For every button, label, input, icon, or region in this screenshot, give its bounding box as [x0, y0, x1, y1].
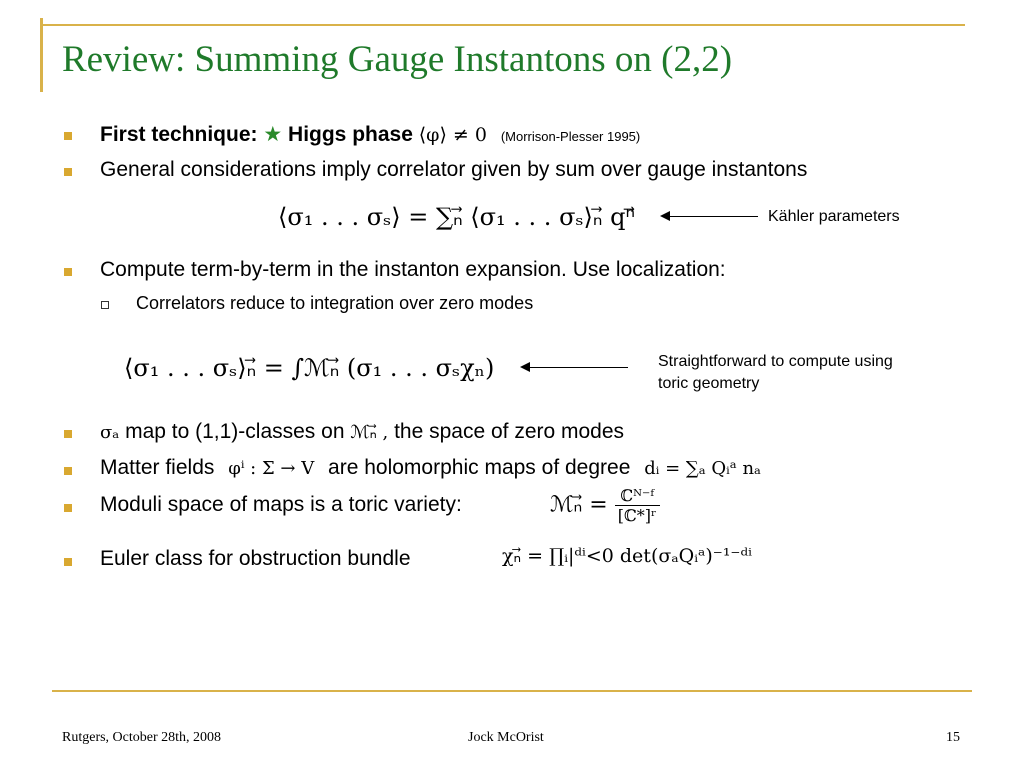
toric-note-line-2: toric geometry [658, 375, 760, 392]
bullet-marker [64, 430, 72, 438]
bullet-general-considerations: General considerations imply correlator given by sum over gauge instantons [100, 158, 808, 181]
footer-divider [52, 690, 972, 692]
slide-title: Review: Summing Gauge Instantons on (2,2) [62, 39, 733, 80]
footer-venue-date: Rutgers, October 28th, 2008 [62, 730, 222, 745]
kahler-parameters-note: Kähler parameters [768, 208, 900, 225]
euler-class-equation: χₙ⃗ = ∏ᵢ|ᵈⁱ<0 det(σₐQᵢᵃ)⁻¹⁻ᵈⁱ [502, 545, 752, 567]
bullet-sigma-map [100, 420, 624, 444]
title-accent-horizontal-line [40, 24, 965, 26]
zero-modes-text: the space of zero modes [394, 420, 625, 443]
bullet-marker [64, 132, 72, 140]
bullet-marker [64, 558, 72, 566]
arrow-line [668, 216, 758, 217]
citation: (Morrison-Plesser 1995) [500, 129, 641, 144]
phi-map-math: φⁱ : Σ → V [228, 458, 315, 479]
first-technique-label: First technique: [100, 123, 258, 146]
bullet-compute-term: Compute term-by-term in the instanton expansion. Use localization: [100, 258, 726, 281]
bullet-marker [64, 168, 72, 176]
bullet-first-technique [100, 122, 640, 147]
holomorphic-maps-text: are holomorphic maps of degree [328, 456, 631, 479]
higgs-vev-math: ⟨φ⟩ ≠ 0 [418, 124, 487, 146]
bullet-marker [64, 467, 72, 475]
sigma-a-math: σₐ [100, 422, 120, 443]
sub-bullet-marker [101, 301, 109, 309]
moduli-fraction [615, 486, 660, 525]
sub-bullet-correlators: Correlators reduce to integration over zero modes [136, 293, 534, 313]
moduli-space-text: Moduli space of maps is a toric variety: [100, 493, 462, 516]
correlator-sum-equation: ⟨σ₁ . . . σₛ⟩ = ∑ₙ⃗ ⟨σ₁ . . . σₛ⟩ₙ⃗ qⁿ⃗ [278, 203, 636, 231]
bullet-moduli-space [100, 493, 462, 517]
fraction-numerator: ℂᴺ⁻ᶠ [615, 486, 660, 506]
higgs-phase-label: Higgs phase [288, 123, 413, 146]
title-accent-vertical-line [40, 18, 43, 92]
localization-integral-equation: ⟨σ₁ . . . σₛ⟩ₙ⃗ = ∫ℳₙ⃗ (σ₁ . . . σₛχₙ) [124, 354, 495, 382]
moduli-space-equation [550, 486, 660, 525]
bullet-matter-fields [100, 456, 761, 480]
arrow-line [528, 367, 628, 368]
bullet-marker [64, 268, 72, 276]
star-icon: ★ [263, 123, 283, 146]
toric-geometry-note [658, 351, 893, 395]
sigma-map-text: map to (1,1)-classes on [125, 420, 345, 443]
moduli-lhs: ℳₙ⃗ = [550, 492, 608, 518]
page-number: 15 [946, 730, 960, 745]
fraction-denominator: [ℂ*]ʳ [617, 506, 657, 525]
matter-fields-label: Matter fields [100, 456, 215, 479]
bullet-euler-class [100, 547, 411, 571]
footer-author: Jock McOrist [468, 730, 544, 745]
toric-note-line-1: Straightforward to compute using [658, 353, 893, 370]
euler-class-text: Euler class for obstruction bundle [100, 547, 411, 570]
bullet-marker [64, 504, 72, 512]
moduli-symbol-math: ℳₙ⃗ , [350, 422, 389, 443]
degree-math: dᵢ = ∑ₐ Qᵢᵃ nₐ [644, 458, 761, 479]
